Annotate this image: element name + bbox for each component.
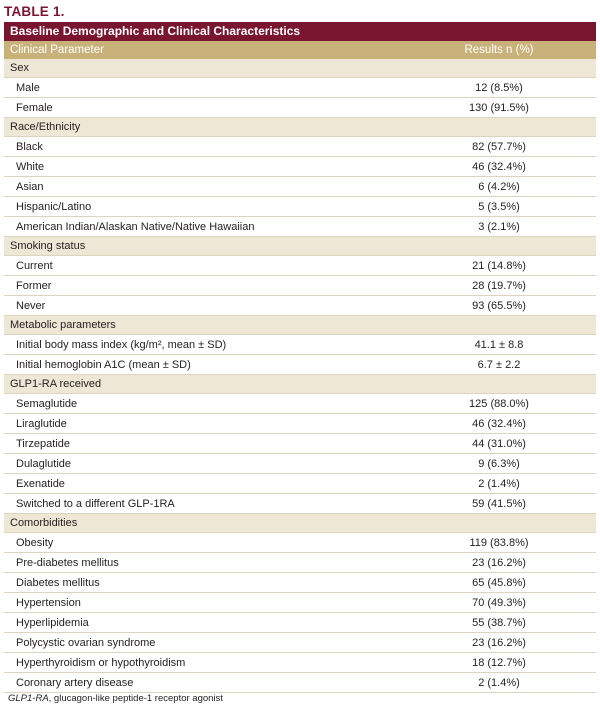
row-label: Dulaglutide xyxy=(16,458,72,470)
row-value: 119 (83.8%) xyxy=(469,537,529,549)
row-value: 46 (32.4%) xyxy=(472,161,526,173)
row-label: Initial body mass index (kg/m², mean ± SD) xyxy=(16,339,227,351)
row-label: Hispanic/Latino xyxy=(16,201,92,213)
table-row xyxy=(4,177,596,197)
footnote-text: , glucagon-like peptide-1 receptor agonist xyxy=(48,693,223,704)
table-row xyxy=(4,474,596,494)
table-row xyxy=(4,276,596,296)
row-label: Semaglutide xyxy=(16,398,78,410)
row-value: 23 (16.2%) xyxy=(472,637,526,649)
row-value: 2 (1.4%) xyxy=(478,478,520,490)
table-row xyxy=(4,553,596,573)
footnote-abbreviation: GLP1-RA xyxy=(8,693,49,704)
section-header-row xyxy=(4,59,596,78)
table-row xyxy=(4,335,596,355)
section-header-row xyxy=(4,375,596,394)
row-label: Exenatide xyxy=(16,478,65,490)
row-value: 125 (88.0%) xyxy=(469,398,529,410)
row-label: Black xyxy=(16,141,43,153)
row-value: 12 (8.5%) xyxy=(475,82,523,94)
table-row xyxy=(4,217,596,237)
table-row xyxy=(4,414,596,434)
row-value: 9 (6.3%) xyxy=(478,458,520,470)
table-row xyxy=(4,434,596,454)
table-row xyxy=(4,573,596,593)
row-label: Tirzepatide xyxy=(16,438,71,450)
row-label: Initial hemoglobin A1C (mean ± SD) xyxy=(16,359,191,371)
row-label: Coronary artery disease xyxy=(16,677,134,689)
row-label: Male xyxy=(16,82,40,94)
table-row xyxy=(4,256,596,276)
row-value: 21 (14.8%) xyxy=(472,260,526,272)
row-value: 82 (57.7%) xyxy=(472,141,526,153)
section-label: Comorbidities xyxy=(10,517,78,529)
table-row xyxy=(4,394,596,414)
row-label: Former xyxy=(16,280,52,292)
row-value: 5 (3.5%) xyxy=(478,201,520,213)
row-value: 28 (19.7%) xyxy=(472,280,526,292)
row-label: Diabetes mellitus xyxy=(16,577,100,589)
table-row xyxy=(4,157,596,177)
row-label: Female xyxy=(16,102,53,114)
section-header-row xyxy=(4,514,596,533)
row-label: Current xyxy=(16,260,53,272)
section-label: Metabolic parameters xyxy=(10,319,116,331)
row-value: 59 (41.5%) xyxy=(472,498,526,510)
table-row xyxy=(4,98,596,118)
row-value: 46 (32.4%) xyxy=(472,418,526,430)
row-value: 6 (4.2%) xyxy=(478,181,520,193)
table-row xyxy=(4,494,596,514)
row-label: Liraglutide xyxy=(16,418,67,430)
table-label: TABLE 1. xyxy=(4,4,65,19)
table-row xyxy=(4,633,596,653)
row-value: 130 (91.5%) xyxy=(469,102,529,114)
row-label: American Indian/Alaskan Native/Native Hawaiian xyxy=(16,221,255,233)
row-value: 70 (49.3%) xyxy=(472,597,526,609)
row-value: 44 (31.0%) xyxy=(472,438,526,450)
table-row xyxy=(4,197,596,217)
table-row xyxy=(4,296,596,316)
table-body xyxy=(4,59,596,693)
section-label: Smoking status xyxy=(10,240,86,252)
row-value: 2 (1.4%) xyxy=(478,677,520,689)
table-row xyxy=(4,533,596,553)
row-label: Pre-diabetes mellitus xyxy=(16,557,119,569)
row-label: Obesity xyxy=(16,537,54,549)
row-value: 65 (45.8%) xyxy=(472,577,526,589)
table-row xyxy=(4,673,596,693)
row-value: 93 (65.5%) xyxy=(472,300,526,312)
column-header-parameter: Clinical Parameter xyxy=(10,44,104,56)
row-label: Hyperthyroidism or hypothyroidism xyxy=(16,657,186,669)
section-header-row xyxy=(4,118,596,137)
table-row xyxy=(4,355,596,375)
row-label: Hypertension xyxy=(16,597,81,609)
section-header-row xyxy=(4,237,596,256)
row-value: 6.7 ± 2.2 xyxy=(477,359,521,371)
row-label: Never xyxy=(16,300,46,312)
row-value: 18 (12.7%) xyxy=(472,657,526,669)
row-value: 3 (2.1%) xyxy=(478,221,520,233)
table-row xyxy=(4,137,596,157)
section-label: Sex xyxy=(10,62,29,74)
table-title: Baseline Demographic and Clinical Characteristics xyxy=(4,22,596,41)
row-label: Asian xyxy=(16,181,44,193)
row-label: Switched to a different GLP-1RA xyxy=(16,498,175,510)
table-row xyxy=(4,78,596,98)
footnote xyxy=(8,693,223,704)
row-label: Polycystic ovarian syndrome xyxy=(16,637,156,649)
section-header-row xyxy=(4,316,596,335)
row-value: 41.1 ± 8.8 xyxy=(474,339,524,351)
table-row xyxy=(4,593,596,613)
section-label: Race/Ethnicity xyxy=(10,121,81,133)
row-label: White xyxy=(16,161,45,173)
row-value: 55 (38.7%) xyxy=(472,617,526,629)
table-row xyxy=(4,613,596,633)
column-header-results: Results n (%) xyxy=(464,44,534,56)
section-label: GLP1-RA received xyxy=(10,378,102,390)
row-label: Hyperlipidemia xyxy=(16,617,89,629)
table-row xyxy=(4,454,596,474)
table-row xyxy=(4,653,596,673)
row-value: 23 (16.2%) xyxy=(472,557,526,569)
table-header xyxy=(4,41,596,59)
